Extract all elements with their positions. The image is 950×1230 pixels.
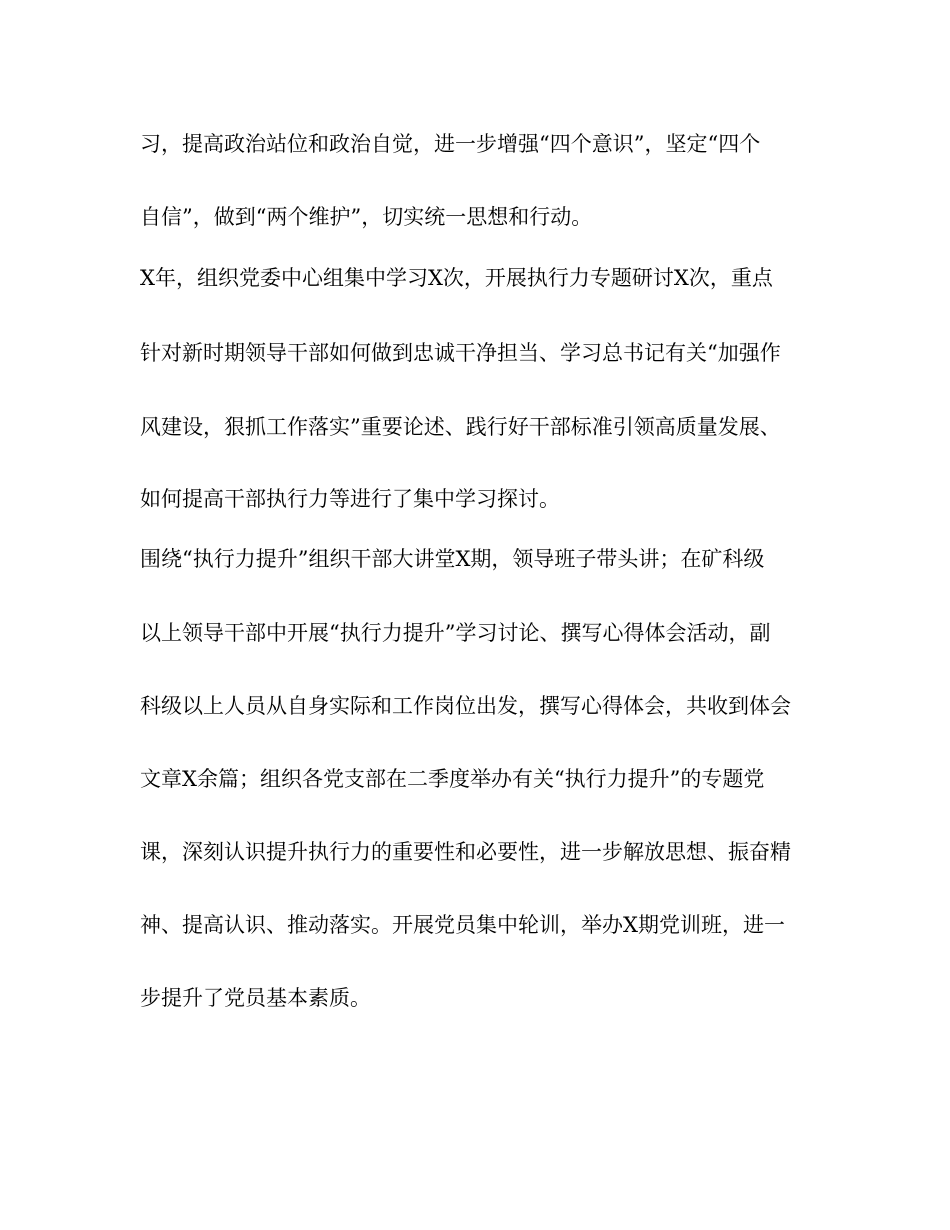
paragraph-2-line-3: 风建设，狠抓工作落实”重要论述、践行好干部标准引领高质量发展、 — [140, 415, 781, 439]
paragraph-3-line-3: 科级以上人员从自身实际和工作岗位出发，撰写心得体会，共收到体会 — [140, 694, 791, 718]
paragraph-3-line-1: 围绕“执行力提升”组织干部大讲堂X期，领导班子带头讲；在矿科级 — [140, 547, 765, 571]
paragraph-3-line-6: 神、提高认识、推动落实。开展党员集中轮训，举办X期党训班，进一 — [140, 913, 785, 937]
paragraph-2-line-2: 针对新时期领导干部如何做到忠诚干净担当、学习总书记有关“加强作 — [140, 341, 781, 365]
paragraph-3-line-2: 以上领导干部中开展“执行力提升”学习讨论、撰写心得体会活动，副 — [140, 621, 771, 645]
paragraph-1-line-1: 习，提高政治站位和政治自觉，进一步增强“四个意识”，坚定“四个 — [140, 132, 761, 156]
paragraph-3-line-5: 课，深刻认识提升执行力的重要性和必要性，进一步解放思想、振奋精 — [140, 840, 791, 864]
paragraph-2-line-4: 如何提高干部执行力等进行了集中学习探讨。 — [140, 487, 560, 511]
paragraph-2-line-1: X年，组织党委中心组集中学习X次，开展执行力专题研讨X次，重点 — [140, 266, 773, 290]
paragraph-3-line-4: 文章X余篇；组织各党支部在二季度举办有关“执行力提升”的专题党 — [140, 767, 765, 791]
paragraph-3-line-7: 步提升了党员基本素质。 — [140, 986, 371, 1010]
paragraph-1-line-2: 自信”，做到“两个维护”，切实统一思想和行动。 — [140, 205, 593, 229]
